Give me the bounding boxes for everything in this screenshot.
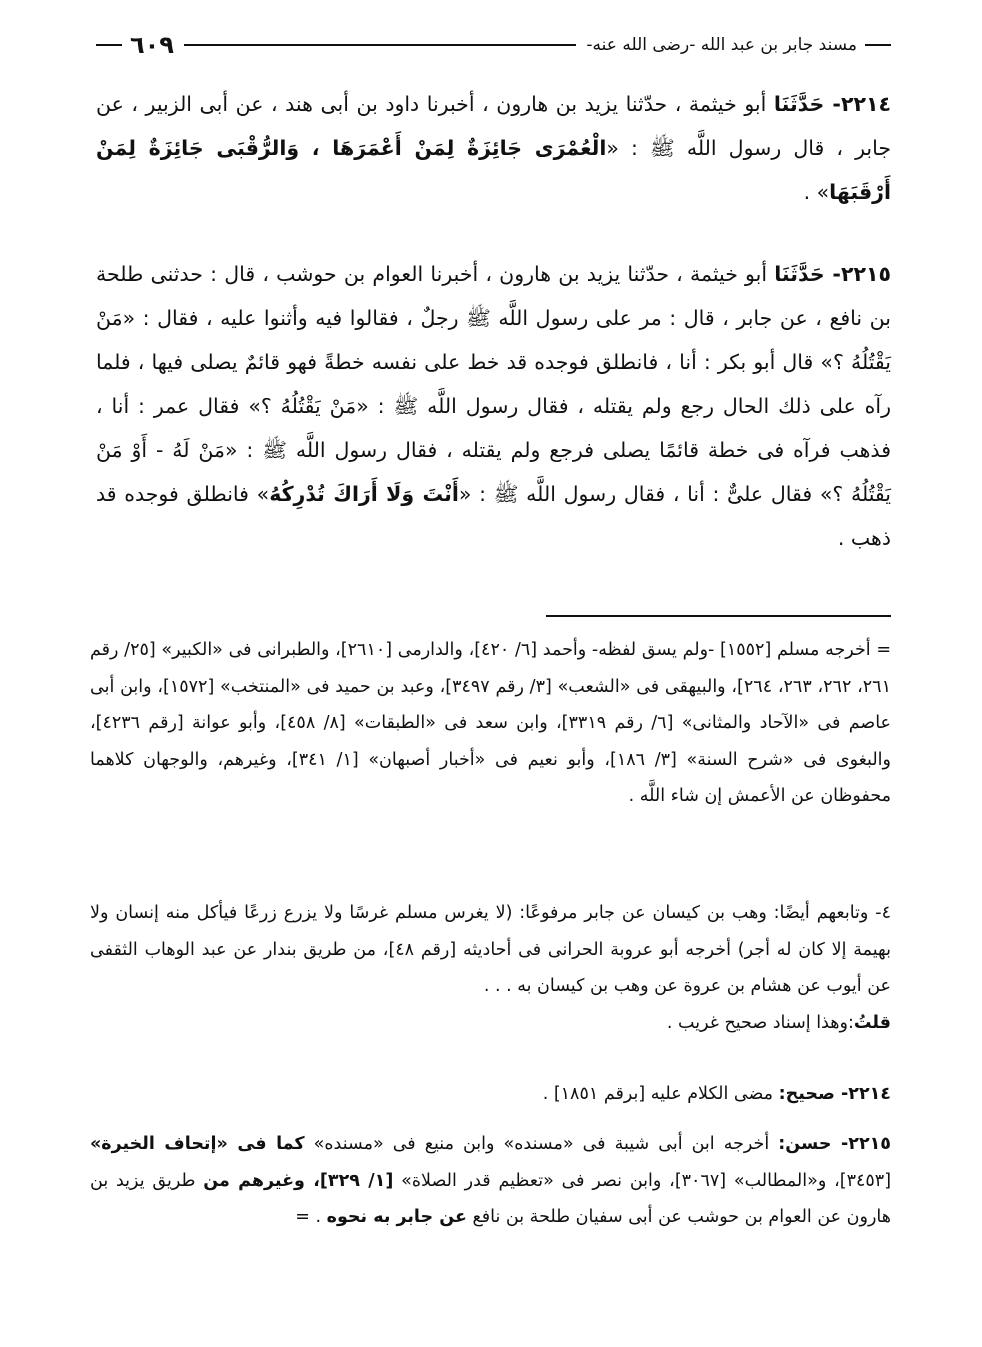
footnote-takhrij: [90, 632, 891, 815]
footnote-body: . =: [295, 1207, 327, 1227]
hadith-lead: - حَدَّثَنَا: [774, 262, 841, 286]
hadith-closing: » .: [803, 180, 830, 204]
header-rule: [184, 44, 576, 46]
footnote-body: [٣٤٥٣]، و«المطالب» [٣٠٦٧]، وابن نصر فى «تعظيم قدر الصلاة»: [393, 1170, 892, 1191]
footnote-qultu: [90, 1005, 891, 1042]
footnote-2214: [90, 1076, 891, 1113]
hadith-isnad: أبو خيثمة ، حدّثنا يزيد بن هارون ، أخبرنا داود بن أبى هند ، عن أبى الزبير ، عن جابر ، قال رسول اللَّه ﷺ : «: [96, 92, 891, 160]
footnote-2215: [90, 1126, 891, 1236]
hadith-isnad: أبو خيثمة ، حدّثنا يزيد بن هارون ، أخبرنا العوام بن حوشب ، قال : حدثنى طلحة بن نافع ، عن جابر ، قال : مر على رسول اللَّه ﷺ رجلٌ ، فقالوا فيه وأثنوا عليه ، فقال : «مَنْ يَقْتُلُهُ ؟» قال أبو بكر : أنا ، فانطلق فوجده قد خط على نفسه خطةً فهو قائمٌ يصلى فيها ، فلما رآه على ذلك الحال رجع ولم يقتله ، فقال رسول اللَّه ﷺ : «مَنْ يَقْتُلُهُ ؟» فقال عمر : أنا ، فذهب فرآه فى خطة قائمًا يصلى فرجع ولم يقتله ، فقال رسول اللَّه ﷺ : «مَنْ لَهُ - أَوْ مَنْ يَقْتُلُهُ ؟» فقال علىٌّ : أنا ، فقال رسول اللَّه ﷺ : «: [96, 262, 891, 506]
footnote-note-4: [90, 895, 891, 1041]
hadith-matn: الْعُمْرَى جَائِزَةٌ لِمَنْ أَعْمَرَهَا ، وَالرُّقْبَى جَائِزَةٌ لِمَنْ أَرْقَبَهَا: [96, 136, 891, 204]
footnote-body: أخرجه ابن أبى شيبة فى «مسنده» وابن منيع فى «مسنده»: [304, 1134, 779, 1154]
footnote-bold: عن جابر به نحوه: [326, 1207, 467, 1227]
hadith-2214: [96, 82, 891, 214]
footnote-text: = أخرجه مسلم [١٥٥٢] -ولم يسق لفظه- وأحمد [٦/ ٤٢٠]، والدارمى [٢٦١٠]، والطبرانى فى «الكبير» [٢٥/ رقم ٢٦١، ٢٦٢، ٢٦٣، ٢٦٤]، والبيهقى فى «الشعب» [٣/ رقم ٣٤٩٧]، وعبد بن حميد فى «المنتخب» [١٥٧٢]، وابن أبى عاصم فى «الآحاد والمثانى» [٦/ رقم ٣٣١٩]، وابن سعد فى «الطبقات» [٨/ ٤٥٨]، وأبو عوانة [رقم ٤٢٣٦]، والبغوى فى «شرح السنة» [٣/ ١٨٦]، وأبو نعيم فى «أخبار أصبهان» [١/ ٣٤١]، وغيرهم، والوجهان كلاهما محفوظان عن الأعمش إن شاء اللَّه .: [90, 640, 891, 806]
footnote-bold: [١/ ٣٢٩]، وغيرهم من: [203, 1170, 394, 1191]
footnote-grade: ٢٢١٥- حسن:: [778, 1134, 891, 1154]
footnote-separator: [546, 615, 891, 617]
footnote-text: [90, 1076, 891, 1113]
footnote-grade: ٢٢١٤- صحيح:: [778, 1084, 891, 1104]
footnote-text: ٤- وتابعهم أيضًا: وهب بن كيسان عن جابر مرفوعًا: (لا يغرس مسلم غرسًا ولا يزرع زرعًا فيأكل منه إنسان ولا بهيمة إلا كان له أجر) أخرجه أبو عروبة الحرانى فى أحاديثه [رقم ٤٨]، من طريق بندار عن عبد الوهاب الثقفى عن أيوب عن هشام بن عروة عن وهب بن كيسان به . . .: [90, 903, 891, 996]
footnote-bold: كما فى «إتحاف الخيرة»: [90, 1134, 305, 1154]
header-title: مسند جابر بن عبد الله -رضى الله عنه-: [586, 35, 857, 55]
footnote-body: طريق يزيد بن هارون عن العوام بن حوشب عن أبى سفيان طلحة بن نافع: [90, 1170, 891, 1227]
hadith-2215: [96, 252, 891, 560]
header-rule-tail: [96, 44, 122, 46]
footnote-body: مضى الكلام عليه [برقم ١٨٥١] .: [542, 1084, 779, 1104]
hadith-number: ٢٢١٥: [840, 262, 891, 286]
qultu-text: :وهذا إسناد صحيح غريب .: [666, 1012, 854, 1033]
hadith-lead: - حَدَّثَنَا: [773, 92, 841, 116]
page-number: ٦٠٩: [130, 31, 174, 59]
page-header: [96, 28, 891, 62]
qultu-label: قلتُ: [853, 1012, 891, 1033]
hadith-number: ٢٢١٤: [840, 92, 891, 116]
header-rule-lead: [865, 44, 891, 46]
hadith-closing: » فانطلق فوجده قد ذهب .: [96, 482, 891, 550]
footnote-text: [90, 1126, 891, 1236]
hadith-matn: أَنْتَ وَلَا أَرَاكَ تُدْرِكُهُ: [269, 482, 459, 506]
